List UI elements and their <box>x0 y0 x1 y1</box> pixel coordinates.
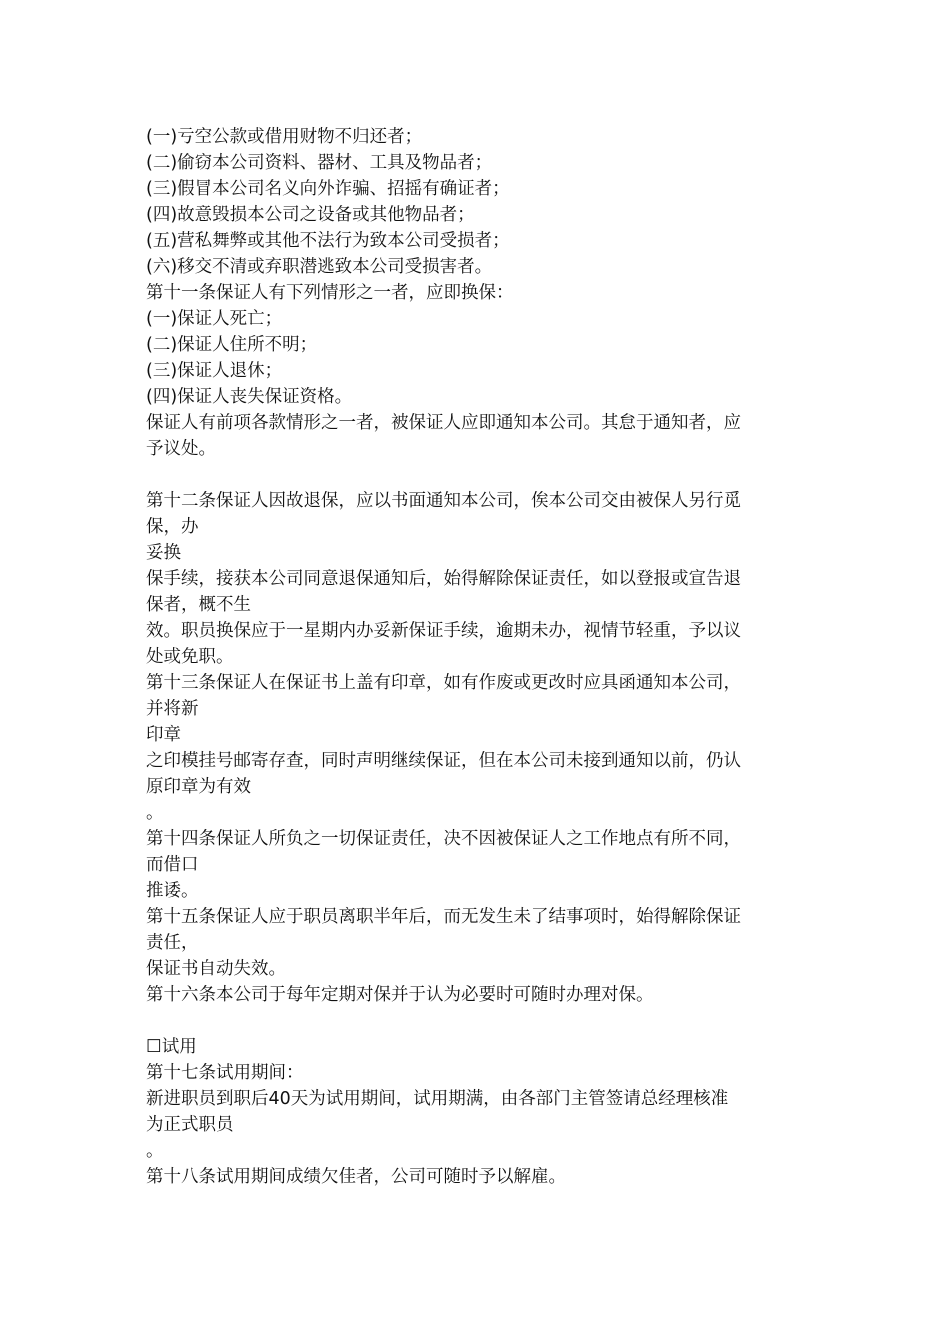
text-line: (一)保证人死亡； <box>146 309 283 329</box>
text-line: (四)故意毁损本公司之设备或其他物品者； <box>146 205 475 225</box>
text-line: 推诿。 <box>146 881 199 901</box>
text-line: 予议处。 <box>146 439 216 459</box>
text-line: (五)营私舞弊或其他不法行为致本公司受损者； <box>146 231 510 251</box>
text-line: 原印章为有效 <box>146 777 251 797</box>
text-line: 印章 <box>146 725 181 745</box>
text-line: 效。职员换保应于一星期内办妥新保证手续，逾期未办，视情节轻重，予以议 <box>146 621 741 641</box>
document-page <box>146 124 812 1190</box>
text-line: 保，办 <box>146 517 199 537</box>
text-line: 。 <box>146 803 164 823</box>
text-line: (三)假冒本公司名义向外诈骗、招摇有确证者； <box>146 179 510 199</box>
text-line: 。 <box>146 1141 164 1161</box>
article-heading: 第十八条试用期间成绩欠佳者，公司可随时予以解雇。 <box>146 1167 566 1187</box>
text-line: 新进职员到职后40天为试用期间，试用期满，由各部门主管签请总经理核准 <box>146 1089 729 1109</box>
article-heading: 第十四条保证人所负之一切保证责任，决不因被保证人之工作地点有所不同， <box>146 829 741 849</box>
text-line: 之印模挂号邮寄存查，同时声明继续保证，但在本公司未接到通知以前，仍认 <box>146 751 741 771</box>
text-line: 而借口 <box>146 855 199 875</box>
article-heading: 第十三条保证人在保证书上盖有印章，如有作废或更改时应具函通知本公司， <box>146 673 741 693</box>
article-heading: 第十六条本公司于每年定期对保并于认为必要时可随时办理对保。 <box>146 985 654 1005</box>
text-line: 妥换 <box>146 543 181 563</box>
text-line: 保者，概不生 <box>146 595 251 615</box>
text-line: (二)偷窃本公司资料、器材、工具及物品者； <box>146 153 493 173</box>
text-line: 并将新 <box>146 699 199 719</box>
article-heading: 第十七条试用期间： <box>146 1063 304 1083</box>
text-line: (四)保证人丧失保证资格。 <box>146 387 353 407</box>
text-line: 为正式职员 <box>146 1115 234 1135</box>
text-line: (六)移交不清或弃职潜逃致本公司受损害者。 <box>146 257 493 277</box>
text-line: (一)亏空公款或借用财物不归还者； <box>146 127 423 147</box>
text-line: 处或免职。 <box>146 647 234 667</box>
text-line: (三)保证人退休； <box>146 361 283 381</box>
article-heading: 第十五条保证人应于职员离职半年后，而无发生未了结事项时，始得解除保证 <box>146 907 741 927</box>
article-heading: 第十一条保证人有下列情形之一者，应即换保： <box>146 283 514 303</box>
section-heading: ☐试用 <box>146 1037 197 1057</box>
blank-line <box>146 1008 812 1034</box>
text-line: 保手续，接获本公司同意退保通知后，始得解除保证责任，如以登报或宣告退 <box>146 569 741 589</box>
text-line: 保证人有前项各款情形之一者，被保证人应即通知本公司。其怠于通知者，应 <box>146 413 741 433</box>
text-line: (二)保证人住所不明； <box>146 335 318 355</box>
blank-line <box>146 462 812 488</box>
text-line: 责任， <box>146 933 199 953</box>
text-line: 保证书自动失效。 <box>146 959 286 979</box>
article-heading: 第十二条保证人因故退保，应以书面通知本公司，俟本公司交由被保人另行觅 <box>146 491 741 511</box>
